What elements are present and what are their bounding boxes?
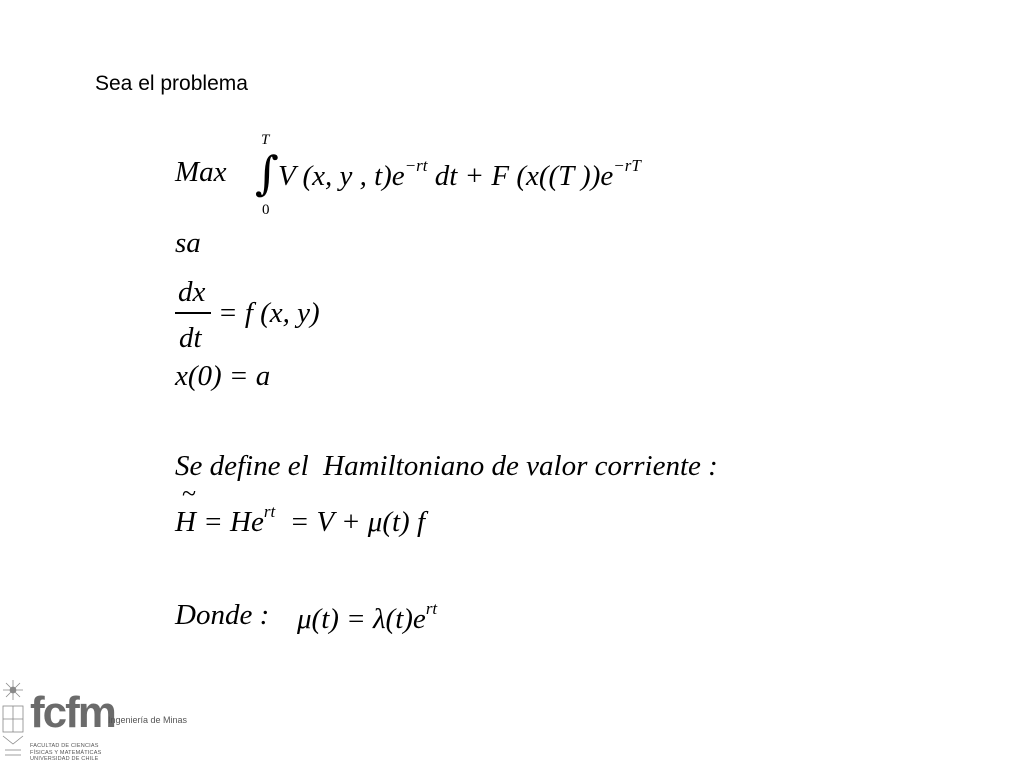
intro-text: Sea el problema bbox=[95, 72, 248, 95]
hamiltonian-equation bbox=[175, 502, 425, 539]
fcfm-logo bbox=[0, 678, 200, 768]
integral-lower-limit: 0 bbox=[262, 202, 270, 218]
exponent-rt-donde: rt bbox=[425, 599, 438, 618]
university-emblem-icon bbox=[0, 678, 26, 762]
h-tilde: H bbox=[175, 506, 196, 538]
integrand: V (x, y , t)e bbox=[278, 160, 405, 192]
logo-text: fcfm bbox=[30, 688, 115, 737]
faculty-line: UNIVERSIDAD DE CHILE bbox=[30, 756, 99, 762]
subject-to-label: sa bbox=[175, 227, 201, 259]
faculty-line: FACULTAD DE CIENCIAS bbox=[30, 743, 99, 749]
ode-rhs: = f (x, y) bbox=[218, 297, 320, 329]
definition-text: Se define el Hamiltoniano de valor corriente : bbox=[175, 450, 718, 482]
objective-expression bbox=[278, 156, 641, 193]
max-label: Max bbox=[175, 156, 227, 188]
tilde-accent: ~ bbox=[182, 479, 197, 508]
donde-label: Donde : bbox=[175, 599, 270, 631]
mu-lambda-relation: μ(t) = λ(t)e bbox=[297, 603, 426, 635]
objective-rest: dt + F (x((T ))e bbox=[427, 160, 614, 192]
exponent-rt-h: rt bbox=[263, 502, 276, 521]
ode-numerator: dx bbox=[178, 276, 206, 308]
fraction-bar bbox=[175, 312, 211, 314]
exponent-rT: −rT bbox=[613, 156, 641, 175]
exponent-rt: −rt bbox=[404, 156, 428, 175]
integral-upper-limit: T bbox=[261, 132, 270, 148]
hamiltonian-rhs: = V + μ(t) f bbox=[275, 506, 426, 538]
integral-sign: ∫ bbox=[255, 146, 279, 200]
initial-condition: x(0) = a bbox=[175, 360, 271, 392]
h-current-value: = He bbox=[195, 506, 264, 538]
ode-denominator: dt bbox=[179, 322, 202, 354]
faculty-line: FÍSICAS Y MATEMÁTICAS bbox=[30, 749, 102, 756]
department-name: Ingeniería de Minas bbox=[108, 715, 188, 725]
donde-expression bbox=[297, 599, 437, 636]
faculty-name bbox=[30, 743, 101, 763]
